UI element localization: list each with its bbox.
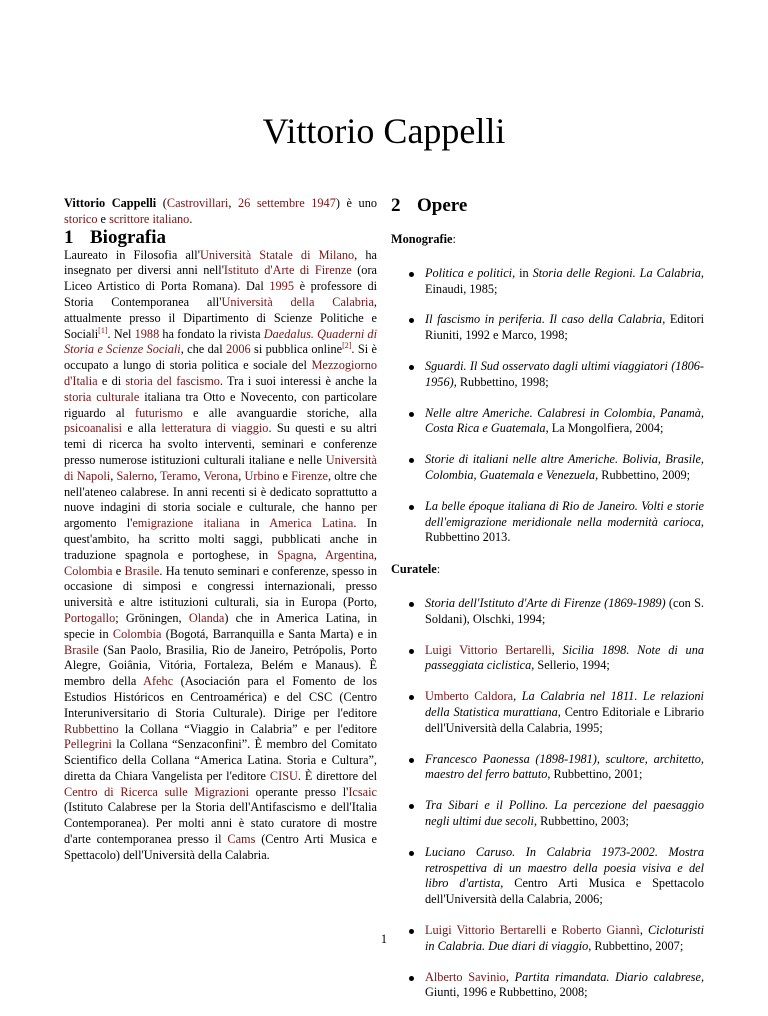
list-item (401, 643, 704, 675)
bio-link[interactable]: Daedalus. Quaderni di Storia e Scienze Sociali (64, 326, 377, 357)
right-column (391, 196, 704, 1016)
section-number: 1 (64, 226, 74, 248)
list-item (401, 689, 704, 736)
section-heading-biografia (64, 228, 377, 248)
bio-text: , (154, 468, 161, 483)
subheading-curatele (391, 562, 704, 578)
page-number: 1 (380, 932, 388, 946)
bio-text: in (239, 516, 270, 531)
bio-text: (Centro Arti Musica e Spettacolo) dell'Università della Calabria. (64, 832, 377, 862)
work-title: Partita rimandata. Diario calabrese (514, 969, 701, 984)
reference-link[interactable]: [1] (98, 325, 108, 335)
work-title: Il fascismo in periferia. Il caso della Calabria (425, 312, 663, 327)
bio-link[interactable]: Urbino (244, 468, 280, 483)
bio-text: . Nel (107, 326, 135, 341)
work-detail: , La Mongolfiera, 2004; (545, 421, 664, 436)
work-detail: e (546, 922, 562, 937)
bio-link[interactable]: Salerno (116, 468, 155, 483)
bio-link[interactable]: futurismo (135, 405, 183, 420)
bio-text: è professore di Storia Contemporanea all' (64, 279, 378, 309)
work-title: La Calabria nel 1811. Le relazioni della Statistica murattiana (425, 689, 704, 719)
bio-text: si pubblica online (250, 342, 343, 357)
work-title: Francesco Paonessa (1898-1981), scultore, architetto, maestro del ferro battuto (425, 751, 704, 782)
bio-link[interactable]: America Latina (269, 516, 354, 531)
intro-paragraph (64, 196, 377, 228)
bio-text: . Si è occupato a lungo di storia politica e sociale del (64, 342, 377, 373)
bio-link[interactable]: Firenze (291, 468, 328, 483)
bio-link[interactable]: CISU (269, 768, 298, 783)
bio-text: (Asociación para el Fomento de los Estudios Históricos en Centroamérica) e del CSC (Centro Interuniversitario di Storia Culturale). Dirige per l'editore (64, 674, 377, 720)
list-item (401, 499, 704, 546)
bio-text: e di (97, 373, 126, 388)
work-detail: , Rubbettino, 1998; (453, 374, 549, 389)
bio-text: la Collana “Viaggio in Calabria” e per l'editore (118, 721, 377, 736)
work-title: Sicilia 1898. Note di una passeggiata ciclistica (425, 642, 705, 673)
list-item (401, 452, 704, 484)
bio-text: (San Paolo, Brasilia, Rio de Janeiro, Petrópolis, Porto Alegre, Goiânia, Vitória, Fortaleza, Belém e Manaus). È membro della (64, 642, 377, 689)
bio-link[interactable]: Icsaic (348, 784, 377, 799)
work-detail: , Centro Arti Musica e Spettacolo dell'Università della Calabria, 2006; (425, 876, 705, 907)
bio-link[interactable]: Istituto d'Arte di Firenze (223, 263, 352, 278)
page-title: Vittorio Cappelli (262, 111, 506, 151)
monografie-list (391, 266, 704, 546)
bio-text: . Ha tenuto seminari e conferenze, spesso in occasione di simposi e congressi internazionali, presso università e altre istituzioni culturali, sia in Europa (Porto, (64, 563, 377, 610)
bio-link[interactable]: Afehc (143, 674, 174, 689)
bio-link[interactable]: Università Statale di Milano (199, 247, 355, 262)
bio-text: italiana tra Otto e Novecento, con particolare riguardo al (64, 389, 377, 420)
bio-text: . Su questi e su altri temi di ricerca ha svolto interventi, seminari e conferenze presso numerose istituzioni culturali italiane e nelle (64, 421, 377, 467)
bio-text: , (313, 547, 325, 562)
bio-link[interactable]: Verona (203, 468, 239, 483)
work-title: Storia dell'Istituto d'Arte di Firenze (1869-1989) (425, 595, 666, 610)
list-item (401, 359, 704, 391)
bio-text: ; Gröningen, (115, 610, 189, 625)
section-title: Opere (417, 195, 468, 216)
subheading-label: Monografie (391, 232, 453, 246)
work-detail: , Einaudi, 1985; (425, 265, 704, 296)
subheading-colon: : (436, 562, 441, 577)
bio-text: operante presso l' (249, 784, 349, 799)
scrittore-link[interactable]: scrittore italiano (109, 211, 190, 226)
storico-link[interactable]: storico (64, 211, 98, 226)
subheading-colon: : (452, 232, 456, 246)
bio-text: (Istituto Calabrese per la Storia dell'Antifascismo e dell'Italia Contemporanea). Per molti anni è stato curatore di mostre d'arte contemporanea presso il (64, 800, 377, 847)
list-item (401, 266, 704, 298)
bio-link[interactable]: psicoanalisi (64, 421, 123, 436)
work-title: Tra Sibari e il Pollino. La percezione del paesaggio negli ultimi due secoli (425, 798, 704, 828)
left-column (64, 196, 377, 864)
bio-text: , ha insegnato per diversi anni nell' (64, 247, 377, 278)
work-title: La belle époque italiana di Rio de Janeiro. Volti e storie dell'emigrazione meridionale nella modernità carioca (425, 498, 704, 529)
bio-link[interactable]: Rubbettino (64, 721, 119, 736)
bio-link[interactable]: Cams (227, 832, 256, 847)
work-title: Politica e politici (425, 265, 513, 280)
list-item (401, 596, 704, 628)
intro-text: e (97, 211, 110, 226)
work-detail: , (513, 689, 522, 704)
work-title: Cicloturisti in Calabria. Due diari di viaggio (425, 922, 705, 953)
author-link[interactable]: Umberto Caldora (425, 689, 514, 704)
work-detail: , in (512, 265, 533, 280)
work-detail: , Rubbettino, 2007; (588, 938, 684, 953)
bio-link[interactable]: 1988 (134, 326, 160, 341)
birthplace-link[interactable]: Castrovillari (166, 196, 229, 210)
work-detail: , Editori Riuniti, 1992 e Marco, 1998; (425, 312, 704, 343)
bio-text: , (110, 468, 117, 483)
bio-link[interactable]: Università della Calabria (221, 294, 374, 309)
bio-link[interactable]: Spagna (277, 547, 314, 562)
bio-text: la Collana “Senzaconfini”. È membro del Comitato Scientifico della Collana “America Latina. Storia e Cultura”, diretta da Chiara Vangelista per l'editore (64, 737, 377, 783)
work-detail: (con S. Soldani), Olschki, 1994; (425, 595, 704, 626)
work-detail: , (505, 969, 515, 984)
list-item (401, 406, 704, 438)
biografia-paragraph (64, 248, 377, 864)
bio-link[interactable]: Pellegrini (64, 737, 112, 752)
list-item (401, 845, 704, 908)
work-detail: , Rubbettino, 2003; (533, 813, 629, 828)
list-item (401, 312, 704, 344)
work-detail: , Giunti, 1996 e Rubbettino, 2008; (425, 969, 705, 1000)
subject-name: Vittorio Cappelli (64, 196, 157, 210)
intro-text: ) è uno (335, 196, 378, 210)
bio-text: ) che in America Latina, in specie in (64, 610, 377, 641)
bio-link[interactable]: Teramo (160, 468, 198, 483)
bio-link[interactable]: emigrazione italiana (132, 516, 240, 531)
bio-link[interactable]: Brasile (64, 642, 99, 657)
author-link[interactable]: Luigi Vittorio Bertarelli (425, 922, 547, 937)
work-detail: , Rubbettino, 2001; (547, 767, 643, 782)
bio-link[interactable]: storia culturale (64, 389, 140, 404)
list-item (401, 970, 704, 1002)
bio-link[interactable]: Colombia (112, 626, 162, 641)
intro-text: ( (156, 196, 167, 210)
intro-text: , (228, 196, 239, 210)
birthdate-link[interactable]: 26 settembre 1947 (238, 196, 336, 210)
bio-link[interactable]: Argentina (324, 547, 374, 562)
bio-text: (Bogotá, Barranquilla e Santa Marta) e in (161, 626, 377, 641)
bio-text: , (197, 468, 204, 483)
bio-text: , attualmente presso il Dipartimento di Scienze Politiche e Sociali (64, 294, 377, 341)
bio-text: e alla (122, 421, 162, 436)
bio-text: e (112, 563, 125, 578)
section-heading-opere (391, 196, 704, 216)
bio-text: . In quest'ambito, ha scritto molti saggi, pubblicati anche in traduzione spagnola e portoghese, in (64, 516, 377, 562)
work-detail: , Sellerio, 1994; (531, 658, 610, 673)
section-number: 2 (391, 195, 401, 216)
list-item (401, 798, 704, 830)
work-title: Storie di italiani nelle altre Americhe. Bolivia, Brasile, Colombia, Guatemala e Venezuela (425, 452, 704, 482)
bio-link[interactable]: 1995 (269, 279, 294, 294)
reference-link[interactable]: [2] (342, 341, 352, 351)
bio-text: , (373, 547, 377, 562)
bio-link[interactable]: Colombia (64, 563, 113, 578)
bio-text: (ora Liceo Artistico di Porta Romana). Dal (64, 263, 378, 294)
bio-link[interactable]: Olanda (188, 610, 225, 625)
bio-link[interactable]: Brasile (124, 563, 160, 578)
bio-link[interactable]: Centro di Ricerca sulle Migrazioni (64, 784, 250, 799)
author-link[interactable]: Alberto Savinio (425, 969, 506, 984)
bio-link[interactable]: Università di Napoli (64, 452, 377, 483)
bio-link[interactable]: Portogallo (64, 610, 116, 625)
work-title: Luciano Caruso. In Calabria 1973-2002. Mostra retrospettiva di un maestro della poesia visiva e del libro d'artista (425, 844, 704, 891)
work-detail: , Centro Editoriale e Librario dell'Università della Calabria, 1995; (425, 704, 704, 735)
work-title: Sguardi. Il Sud osservato dagli ultimi viaggiatori (1806-1956) (425, 358, 704, 389)
bio-text: Laureato in Filosofia all' (64, 247, 200, 262)
bio-text: e (279, 468, 292, 483)
bio-text: . È direttore del (297, 768, 377, 783)
work-detail: , (551, 642, 563, 657)
bio-text: , (238, 468, 245, 483)
author-link[interactable]: Roberto Giannì (561, 922, 640, 937)
work-detail: , Rubbettino, 2009; (595, 467, 691, 482)
bio-text: e alle avanguardie storiche, alla (182, 405, 377, 420)
bio-link[interactable]: 2006 (226, 342, 251, 357)
bio-link[interactable]: Mezzogiorno d'Italia (64, 358, 377, 388)
bio-text: , che dal (180, 342, 227, 357)
subheading-label: Curatele (391, 562, 437, 577)
author-link[interactable]: Luigi Vittorio Bertarelli (425, 642, 552, 657)
bio-text: , oltre che nell'ateneo calabrese. In anni recenti si è dedicato soprattutto a nuove indagini di storia sociale e culturale, che hanno per argomento l' (64, 468, 377, 531)
work-title: Storia delle Regioni. La Calabria (532, 265, 701, 280)
work-detail: , (639, 922, 648, 937)
bio-text: . Tra i suoi interessi è anche la (219, 373, 377, 388)
bio-text: ha fondato la rivista (159, 326, 264, 341)
intro-text: . (189, 211, 193, 226)
bio-link[interactable]: letteratura di viaggio (161, 421, 269, 436)
work-detail: , Rubbettino 2013. (425, 514, 704, 545)
work-title: Nelle altre Americhe. Calabresi in Colombia, Panamà, Costa Rica e Guatemala (425, 405, 704, 436)
section-title: Biografia (90, 226, 166, 248)
list-item (401, 752, 704, 784)
bio-link[interactable]: storia del fascismo (125, 373, 220, 388)
subheading-monografie (391, 232, 704, 248)
